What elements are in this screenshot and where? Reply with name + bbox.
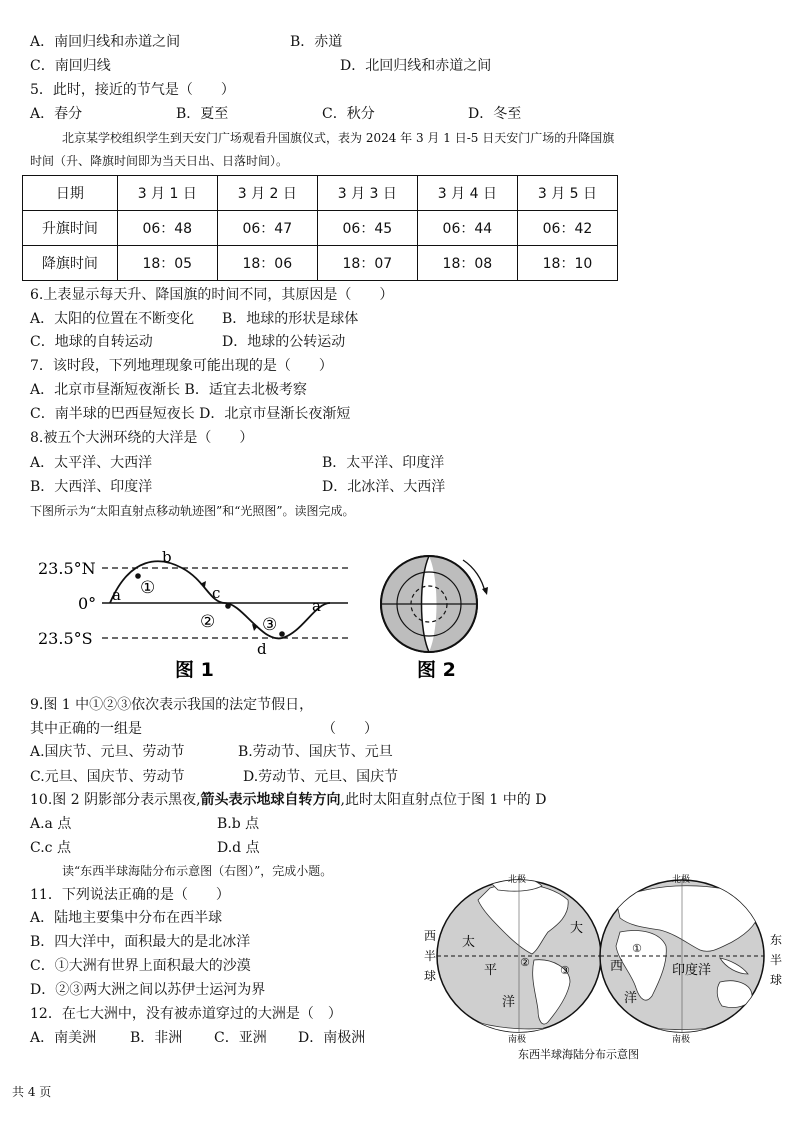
q7-options-ab: A．北京市昼渐短夜渐长 B．适宜去北极考察 [30, 382, 307, 398]
table-row [23, 211, 618, 246]
q8-option-d: D．北冰洋、大西洋 [322, 479, 446, 495]
point-c-label: c [212, 584, 221, 602]
q10-option-a: A.a 点 [30, 816, 72, 832]
south-pole-east-label: 南极 [672, 1035, 691, 1045]
atlantic-label-3: 洋 [624, 991, 638, 1006]
q9-option-c: C.元旦、国庆节、劳动节 [30, 769, 185, 785]
flag-intro-line1: 北京某学校组织学生到天安门广场观看升国旗仪式，表为 2024 年 3 月 1 日-5 日天安门广场的升降国旗 [62, 131, 615, 145]
q11-option-a: A．陆地主要集中分布在西半球 [30, 910, 223, 926]
q12-option-a: A．南美洲 [30, 1030, 97, 1046]
table-header-cell: 3 月 3 日 [317, 176, 417, 211]
q11-stem: 11．下列说法正确的是（ ） [30, 887, 230, 903]
lat-north-label: 23.5°N [38, 559, 96, 578]
hemispheres-map [420, 870, 790, 1065]
q6-option-a: A．太阳的位置在不断变化 [30, 311, 195, 327]
q8-option-a: A．太平洋、大西洋 [30, 455, 153, 471]
point-d-label: d [257, 640, 267, 658]
flag-intro-line2: 时间（升、降旗时间即为当天日出、日落时间）。 [30, 154, 289, 168]
q12-option-d: D．南极洲 [298, 1030, 366, 1046]
q8-option-c: B．大西洋、印度洋 [30, 479, 153, 495]
north-pole-east-label: 北极 [672, 875, 691, 885]
q9-stem-line2: 其中正确的一组是 [30, 721, 142, 737]
table-header-cell: 3 月 5 日 [517, 176, 617, 211]
track-point [225, 603, 231, 609]
table-header-cell: 3 月 2 日 [217, 176, 317, 211]
continent-marker-3: ③ [560, 964, 570, 977]
map-caption: 东西半球海陆分布示意图 [518, 1048, 639, 1061]
east-hemisphere-char-3: 球 [770, 973, 783, 987]
track-point [279, 631, 285, 637]
q6-option-b: B．地球的形状是球体 [222, 311, 359, 327]
continent-marker-1: ① [632, 942, 642, 955]
q7-options-cd: C．南半球的巴西昼短夜长 D．北京市昼渐长夜渐短 [30, 406, 351, 422]
q7-stem: 7．该时段，下列地理现象可能出现的是（ ） [30, 358, 333, 374]
point-a-label: a [112, 586, 121, 604]
table-cell: 18：06 [217, 246, 317, 281]
rotation-arrow-icon [482, 587, 488, 595]
table-cell: 降旗时间 [23, 246, 118, 281]
q10-stem-bold: 箭头表示地球自转方向 [200, 792, 341, 808]
q9-stem-line1: 9.图 1 中①②③依次表示我国的法定节假日， [30, 697, 314, 713]
table-cell: 18：05 [117, 246, 217, 281]
q11-option-d: D．②③两大洲之间以苏伊士运河为界 [30, 982, 266, 998]
q9-answer-paren: （ ） [322, 721, 378, 737]
west-hemisphere-char-1: 西 [424, 929, 437, 943]
table-header-row [23, 176, 618, 211]
map-intro: 读“东西半球海陆分布示意图（右图）”，完成小题。 [62, 864, 333, 878]
table-cell: 06：47 [217, 211, 317, 246]
q5-option-b: B．夏至 [176, 106, 229, 122]
pacific-label-1: 太 [462, 935, 476, 950]
q12-stem: 12．在七大洲中，没有被赤道穿过的大洲是（ ） [30, 1006, 342, 1022]
q8-stem: 8.被五个大洲环绕的大洋是（ ） [30, 430, 254, 446]
west-hemisphere-char-3: 球 [424, 969, 437, 983]
figure-1-caption: 图 1 [175, 659, 214, 681]
q11-option-b: B．四大洋中，面积最大的是北冰洋 [30, 934, 251, 950]
q6-stem: 6.上表显示每天升、降国旗的时间不同，其原因是（ ） [30, 287, 394, 303]
table-cell: 18：07 [317, 246, 417, 281]
table-cell: 06：45 [317, 211, 417, 246]
q6-option-d: D．地球的公转运动 [222, 334, 346, 350]
east-hemisphere-char-1: 东 [770, 933, 783, 947]
figure-2-illumination [375, 548, 500, 688]
atlantic-label-2: 西 [610, 959, 624, 974]
continent-marker-2: ② [520, 956, 530, 969]
marker-3: ③ [262, 615, 278, 635]
flag-time-table [22, 175, 618, 281]
figure-intro: 下图所示为“太阳直射点移动轨迹图”和“光照图”。读图完成。 [30, 504, 355, 518]
q8-option-b: B．太平洋、印度洋 [322, 455, 445, 471]
q5-option-a: A．春分 [30, 106, 83, 122]
q9-option-a: A.国庆节、元旦、劳动节 [30, 744, 185, 760]
q4-option-b: B．赤道 [290, 34, 343, 50]
marker-1: ① [140, 578, 156, 598]
table-cell: 06：42 [517, 211, 617, 246]
q5-stem: 5．此时，接近的节气是（ ） [30, 82, 235, 98]
table-header-cell: 3 月 1 日 [117, 176, 217, 211]
east-hemisphere-char-2: 半 [770, 953, 783, 967]
q10-option-d: D.d 点 [217, 840, 260, 856]
page-count: 共 4 页 [12, 1085, 52, 1099]
pacific-label-2: 平 [484, 963, 498, 978]
pacific-label-3: 洋 [502, 995, 516, 1010]
south-pole-west-label: 南极 [508, 1035, 527, 1045]
q10-stem [30, 790, 546, 810]
lat-south-label: 23.5°S [38, 629, 93, 648]
q10-stem-post: ,此时太阳直射点位于图 1 中的 D [340, 792, 547, 808]
marker-2: ② [200, 612, 216, 632]
table-cell: 06：48 [117, 211, 217, 246]
point-a2-label: a [312, 597, 321, 615]
lat-equator-label: 0° [78, 594, 97, 613]
q12-option-c: C．亚洲 [214, 1030, 267, 1046]
table-header-cell: 3 月 4 日 [417, 176, 517, 211]
q4-option-d: D．北回归线和赤道之间 [340, 58, 492, 74]
q5-option-d: D．冬至 [468, 106, 522, 122]
table-cell: 18：08 [417, 246, 517, 281]
table-cell: 18：10 [517, 246, 617, 281]
q10-option-c: C.c 点 [30, 840, 71, 856]
q10-option-b: B.b 点 [217, 816, 260, 832]
point-b-label: b [162, 548, 172, 566]
atlantic-label-1: 大 [570, 921, 584, 936]
q9-option-b: B.劳动节、国庆节、元旦 [238, 744, 393, 760]
q12-option-b: B．非洲 [130, 1030, 183, 1046]
q4-option-a: A．南回归线和赤道之间 [30, 34, 181, 50]
table-header-cell: 日期 [23, 176, 118, 211]
q11-option-c: C．①大洲有世界上面积最大的沙漠 [30, 958, 251, 974]
q6-option-c: C．地球的自转运动 [30, 334, 153, 350]
q5-option-c: C．秋分 [322, 106, 375, 122]
table-cell: 升旗时间 [23, 211, 118, 246]
west-hemisphere-char-2: 半 [424, 949, 437, 963]
figure-1-solar-track [30, 548, 360, 688]
q10-stem-pre: 10.图 2 阴影部分表示黑夜, [30, 792, 201, 808]
q4-option-c: C．南回归线 [30, 58, 111, 74]
indian-ocean-label: 印度洋 [672, 963, 712, 978]
table-row [23, 246, 618, 281]
table-cell: 06：44 [417, 211, 517, 246]
north-pole-west-label: 北极 [508, 875, 527, 885]
figure-2-caption: 图 2 [417, 659, 456, 681]
q9-option-d: D.劳动节、元旦、国庆节 [243, 769, 399, 785]
